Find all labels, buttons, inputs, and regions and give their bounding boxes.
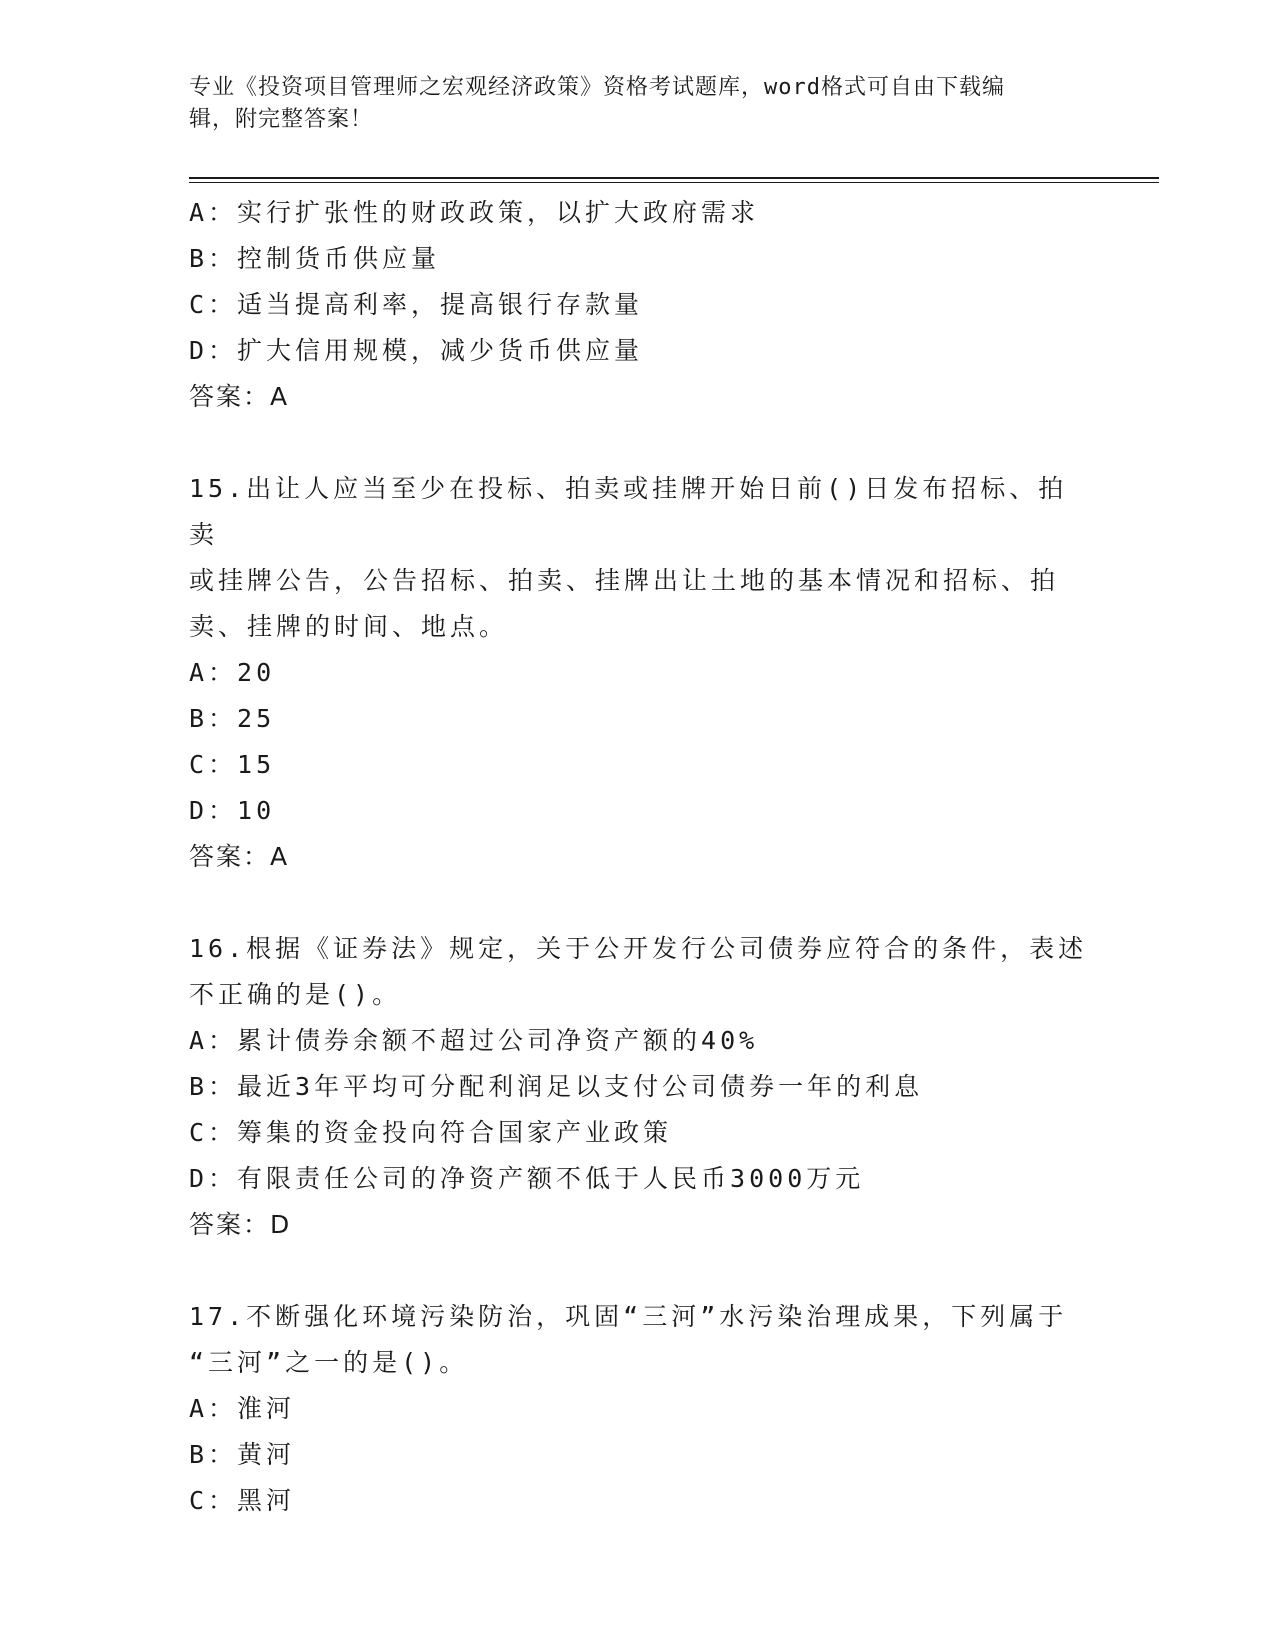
question-14-continued [189, 190, 1089, 420]
spacer [189, 880, 1089, 926]
option-b: B：控制货币供应量 [189, 244, 441, 273]
spacer [189, 1248, 1089, 1294]
question-list [189, 190, 1089, 1524]
question-17 [189, 1294, 1089, 1524]
header-divider-thin [189, 182, 1159, 183]
question-stem-line: “三河”之一的是()。 [189, 1348, 469, 1377]
question-16 [189, 926, 1089, 1248]
header-line-2: 辑，附完整答案！ [189, 107, 374, 132]
option-b: B：黄河 [189, 1440, 296, 1469]
answer-line: 答案：A [189, 382, 290, 411]
option-d: D：扩大信用规模，减少货币供应量 [189, 336, 644, 365]
question-stem-line: 不正确的是()。 [189, 980, 402, 1009]
question-stem-line: 16.根据《证券法》规定，关于公开发行公司债券应符合的条件，表述 [189, 934, 1088, 963]
option-c: C：15 [189, 750, 276, 779]
option-b: B：最近3年平均可分配利润足以支付公司债券一年的利息 [189, 1072, 924, 1101]
answer-line: 答案：A [189, 842, 290, 871]
header-divider-thick [189, 177, 1159, 179]
question-stem-line: 或挂牌公告，公告招标、拍卖、挂牌出让土地的基本情况和招标、拍 [189, 566, 1060, 595]
option-d: D：有限责任公司的净资产额不低于人民币3000万元 [189, 1164, 865, 1193]
question-stem-line: 17.不断强化环境污染防治，巩固“三河”水污染治理成果，下列属于 [189, 1302, 1068, 1331]
option-a: A：20 [189, 658, 276, 687]
option-a: A：累计债券余额不超过公司净资产额的40% [189, 1026, 759, 1055]
option-c: C：黑河 [189, 1486, 296, 1515]
option-a: A：淮河 [189, 1394, 296, 1423]
option-b: B：25 [189, 704, 276, 733]
header-line-1: 专业《投资项目管理师之宏观经济政策》资格考试题库，word格式可自由下载编 [189, 75, 1005, 100]
option-c: C：筹集的资金投向符合国家产业政策 [189, 1118, 673, 1147]
option-d: D：10 [189, 796, 276, 825]
spacer [189, 420, 1089, 466]
document-header [189, 72, 1089, 136]
option-a: A：实行扩张性的财政政策，以扩大政府需求 [189, 198, 760, 227]
answer-line: 答案：D [189, 1210, 292, 1239]
option-c: C：适当提高利率，提高银行存款量 [189, 290, 644, 319]
question-stem-line: 卖、挂牌的时间、地点。 [189, 612, 509, 641]
question-15 [189, 466, 1089, 880]
question-stem-line: 15.出让人应当至少在投标、拍卖或挂牌开始日前()日发布招标、拍卖 [189, 474, 1068, 549]
